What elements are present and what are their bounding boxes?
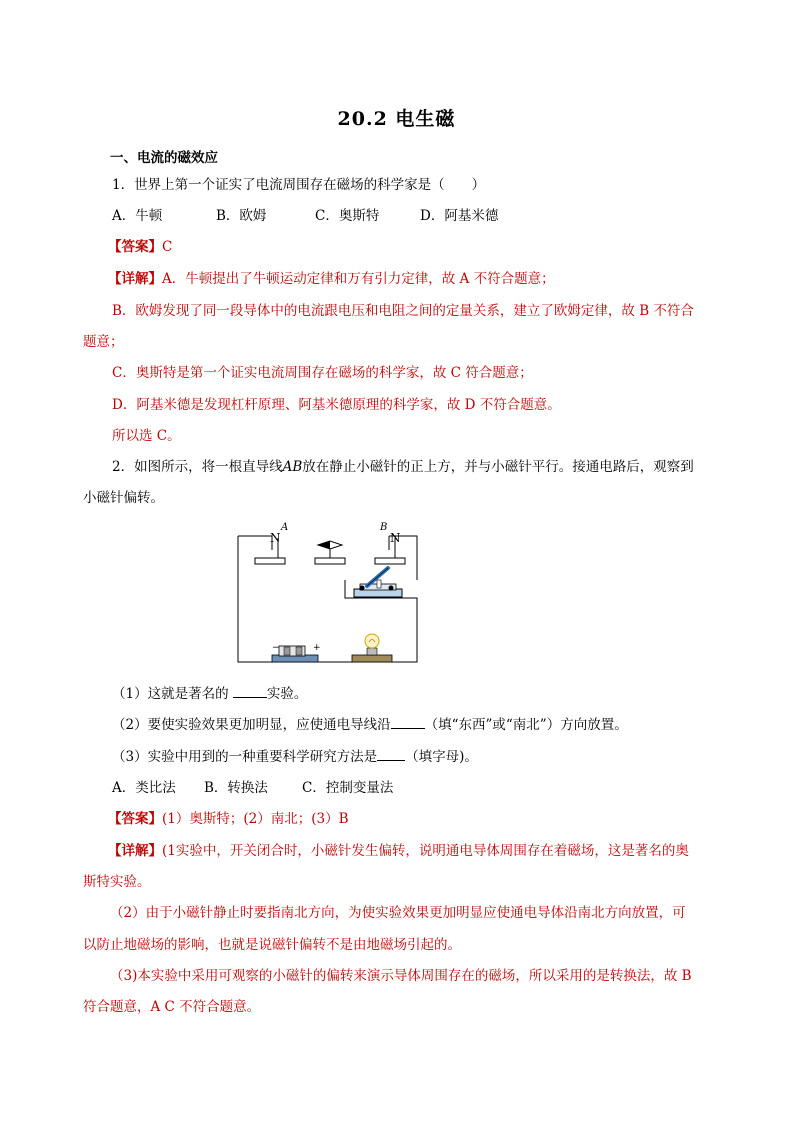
label-a: A bbox=[281, 522, 289, 533]
q2-sub2 bbox=[112, 716, 628, 734]
q2-sub1 bbox=[112, 685, 307, 703]
q2-stem-line2: 小磁针偏转。 bbox=[83, 490, 164, 506]
page-title: 20.2 电生磁 bbox=[337, 108, 456, 130]
blank-2 bbox=[391, 716, 425, 729]
battery-minus: − bbox=[272, 643, 280, 653]
q2-option-c: C．控制变量法 bbox=[302, 780, 394, 796]
q2-options bbox=[112, 779, 393, 797]
q2-stem-part1: 2．如图所示，将一根直导线 bbox=[112, 459, 283, 475]
blank-1 bbox=[233, 685, 267, 698]
q2-sub3 bbox=[112, 748, 478, 766]
q1-option-d: D．阿基米德 bbox=[420, 208, 499, 224]
q2-stem-ab: AB bbox=[282, 459, 303, 475]
answer-tag: 【答案】 bbox=[108, 239, 162, 255]
q1-detail-a bbox=[108, 270, 555, 288]
q1-conclusion: 所以选 C。 bbox=[112, 428, 181, 444]
q2-detail1-a bbox=[108, 842, 689, 860]
q1-options bbox=[112, 207, 498, 225]
q1-answer-value: C bbox=[162, 239, 173, 255]
bulb-icon bbox=[352, 634, 392, 662]
q1-answer bbox=[108, 238, 172, 256]
stand-middle bbox=[315, 558, 345, 564]
q2-sub3-text: （3）实验中用到的一种重要科学研究方法是 bbox=[112, 749, 378, 765]
q2-sub1-end: 实验。 bbox=[266, 686, 308, 702]
label-n-left: N bbox=[270, 531, 281, 545]
blank-3 bbox=[377, 748, 405, 761]
q2-sub2-end: （填“东西”或“南北”）方向放置。 bbox=[424, 717, 628, 733]
compass-needle bbox=[318, 541, 342, 549]
q1-option-b: B．欧姆 bbox=[216, 208, 267, 224]
q2-detail1-a-text: (1实验中，开关闭合时，小磁针发生偏转，说明通电导体周围存在着磁场，这是著名的奥 bbox=[162, 843, 689, 859]
q2-option-b: B．转换法 bbox=[204, 780, 268, 796]
label-n-right: N bbox=[390, 531, 401, 545]
q2-stem-part2: 放在静止小磁针的正上方，并与小磁针平行。接通电路后，观察到 bbox=[302, 459, 694, 475]
q2-sub3-end: （填字母)。 bbox=[405, 749, 478, 765]
circuit-diagram bbox=[234, 518, 424, 668]
q2-detail-tag: 【详解】 bbox=[108, 843, 162, 859]
q1-stem: 1．世界上第一个证实了电流周围存在磁场的科学家是（ ） bbox=[112, 177, 486, 193]
detail-tag: 【详解】 bbox=[108, 271, 162, 287]
q1-detail-d: D．阿基米德是发现杠杆原理、阿基米德原理的科学家，故 D 不符合题意。 bbox=[112, 397, 561, 413]
q2-answer-value: (1）奥斯特；(2）南北；(3）B bbox=[162, 811, 349, 827]
q2-option-a: A．类比法 bbox=[112, 780, 176, 796]
stand-right bbox=[375, 558, 405, 564]
q2-detail1-b: 斯特实验。 bbox=[83, 874, 151, 890]
battery-plus: + bbox=[313, 643, 321, 653]
q2-stem-line1 bbox=[112, 458, 694, 476]
label-b: B bbox=[380, 522, 388, 533]
q1-detail-a-text: A．牛顿提出了牛顿运动定律和万有引力定律，故 A 不符合题意； bbox=[162, 271, 555, 287]
q1-detail-b2: 题意； bbox=[83, 334, 124, 350]
q2-answer-tag: 【答案】 bbox=[108, 811, 162, 827]
circuit-wire bbox=[238, 536, 417, 662]
battery-icon bbox=[272, 643, 321, 662]
q2-detail3-a: （3)本实验中采用可观察的小磁针的偏转来演示导体周围存在的磁场，所以采用的是转换法，故 B bbox=[110, 968, 692, 984]
q2-sub2-text: （2）要使实验效果更加明显，应使通电导线沿 bbox=[112, 717, 391, 733]
q2-detail2-b: 以防止地磁场的影响，也就是说磁针偏转不是由地磁场引起的。 bbox=[83, 937, 461, 953]
section-heading: 一、电流的磁效应 bbox=[110, 150, 218, 166]
q2-answer bbox=[108, 810, 349, 828]
switch-icon bbox=[354, 568, 402, 597]
q2-detail2-a: （2）由于小磁针静止时要指南北方向，为使实验效果更加明显应使通电导体沿南北方向放置，可 bbox=[110, 905, 686, 921]
q2-sub1-text: （1）这就是著名的 bbox=[112, 686, 229, 702]
q2-detail3-b: 符合题意，A C 不符合题意。 bbox=[83, 999, 261, 1015]
stand-left bbox=[255, 558, 285, 564]
q1-detail-b1: B．欧姆发现了同一段导体中的电流跟电压和电阻之间的定量关系，建立了欧姆定律，故 B 不符合 bbox=[112, 303, 694, 319]
q1-option-a: A．牛顿 bbox=[112, 208, 163, 224]
q1-option-c: C．奥斯特 bbox=[315, 208, 380, 224]
q1-detail-c: C．奥斯特是第一个证实电流周围存在磁场的科学家，故 C 符合题意； bbox=[112, 365, 533, 381]
